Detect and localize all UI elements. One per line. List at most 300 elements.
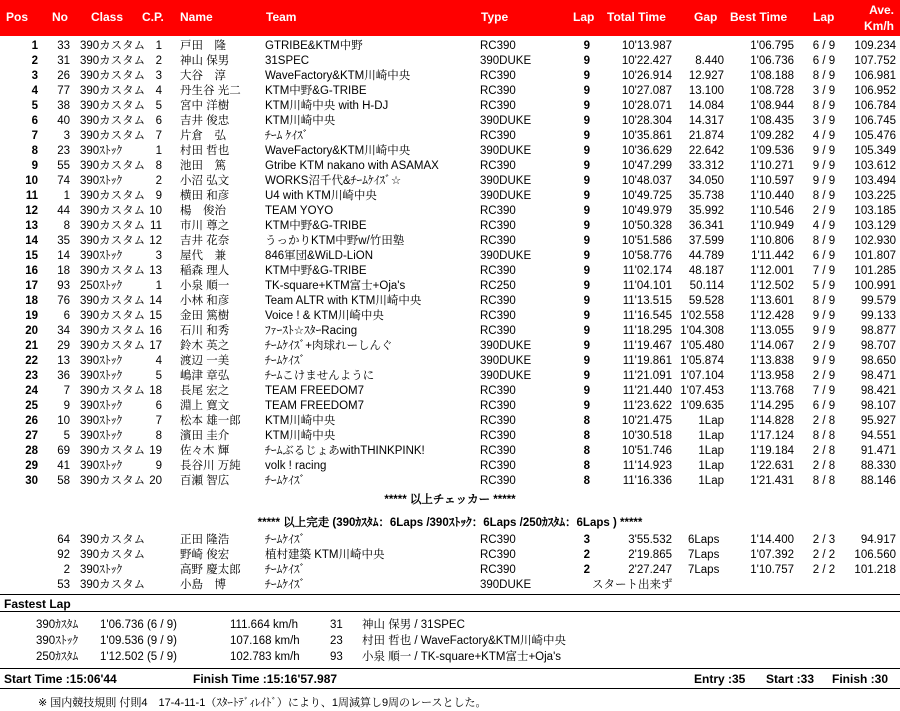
cell-lap: 9 (583, 190, 590, 202)
cell-gap: 21.874 (688, 130, 724, 142)
cell-pos: 13 (25, 220, 38, 232)
cell-total-time: 10'58.776 (621, 250, 672, 262)
cell-ave: 105.349 (854, 145, 896, 157)
cell-lap: 9 (583, 160, 590, 172)
cell-cp: 13 (149, 265, 162, 277)
cell-type: RC390 (480, 205, 516, 217)
cell-class: 390カスタム (80, 340, 146, 352)
cell-best-lap: 5 / 9 (812, 280, 836, 292)
col-no: No (52, 10, 68, 24)
cell-type: RC250 (480, 280, 516, 292)
cell-gap: 48.187 (688, 265, 724, 277)
cell-best-time: 1'14.295 (750, 400, 794, 412)
cell-gap: 7Laps (688, 564, 720, 576)
cell-ave: 101.285 (854, 265, 896, 277)
cell-pos: 25 (25, 400, 38, 412)
cell-team: ﾁｰﾑｹｲｽﾞ (265, 579, 306, 591)
cell-cp: 5 (155, 100, 162, 112)
cell-ave: 101.807 (854, 250, 896, 262)
cell-no: 1 (63, 190, 70, 202)
cell-team: TK-square+KTM富士+Oja's (265, 280, 406, 292)
cell-total-time: 10'51.586 (621, 235, 672, 247)
cell-best-time: 1'09.282 (750, 130, 794, 142)
cell-total-time: 10'49.979 (621, 205, 672, 217)
cell-type: RC390 (480, 220, 516, 232)
cell-lap: 9 (583, 280, 590, 292)
cell-ave: 98.421 (860, 385, 896, 397)
cell-best-lap: 2 / 2 (812, 549, 836, 561)
table-row (0, 99, 900, 114)
cell-total-time: 11'21.440 (622, 385, 672, 397)
table-row (0, 249, 900, 264)
cell-name: 石川 和秀 (180, 325, 230, 337)
cell-gap: 37.599 (688, 235, 724, 247)
cell-type: RC390 (480, 534, 516, 546)
cell-name: 片倉 弘 (180, 130, 226, 142)
cell-best-lap: 7 / 9 (812, 265, 836, 277)
col-team: Team (266, 10, 297, 24)
results-header (0, 0, 900, 36)
cell-total-time: 10'49.725 (621, 190, 672, 202)
cell-lap: 9 (583, 175, 590, 187)
cell-cp: 3 (155, 250, 162, 262)
cell-ave: 94.551 (860, 430, 896, 442)
cell-no: 6 (63, 310, 70, 322)
cell-team: ﾁｰﾑｹｲｽﾞ (265, 534, 306, 546)
cell-gap: 1'04.308 (680, 325, 724, 337)
cell-type: RC390 (480, 400, 516, 412)
cell-ave: 103.129 (854, 220, 896, 232)
cell-total-time: 11'19.467 (622, 340, 672, 352)
fastest-lap-title: Fastest Lap (4, 597, 71, 611)
cell-ave: 106.952 (854, 85, 896, 97)
cell-no: 53 (57, 579, 70, 591)
cell-class: 390カスタム (80, 534, 146, 546)
cell-pos: 21 (25, 340, 38, 352)
table-row (0, 414, 900, 429)
cell-lap: 9 (583, 220, 590, 232)
cell-pos: 28 (25, 445, 38, 457)
cell-name: 市川 尊之 (180, 220, 230, 232)
cell-gap: 1'07.104 (680, 370, 724, 382)
cell-total-time: 10'35.861 (621, 130, 672, 142)
divider (0, 688, 900, 689)
cell-type: RC390 (480, 160, 516, 172)
fastest-no: 31 (330, 619, 343, 631)
cell-pos: 10 (25, 175, 38, 187)
cell-cp: 19 (149, 445, 162, 457)
cell-class: 390カスタム (80, 130, 146, 142)
cell-no: 38 (57, 100, 70, 112)
table-row (0, 384, 900, 399)
cell-team: KTM川崎中央 with H-DJ (265, 100, 389, 112)
cell-pos: 26 (25, 415, 38, 427)
cell-pos: 2 (31, 55, 38, 67)
cell-gap: 14.317 (688, 115, 724, 127)
cell-no: 29 (57, 340, 70, 352)
table-row (0, 159, 900, 174)
table-row (0, 39, 900, 54)
cell-class: 390ｽﾄｯｸ (80, 430, 123, 442)
results-table (0, 39, 900, 489)
cell-best-lap: 6 / 9 (812, 40, 836, 52)
cell-ave: 109.234 (854, 40, 896, 52)
cell-name: 佐々木 輝 (180, 445, 230, 457)
cell-total-time: 10'48.037 (621, 175, 672, 187)
cell-ave: 98.707 (860, 340, 896, 352)
cell-ave: 88.330 (860, 460, 896, 472)
cell-total-time: 11'16.545 (622, 310, 672, 322)
cell-name: 吉井 俊忠 (180, 115, 230, 127)
cell-best-lap: 8 / 8 (812, 430, 836, 442)
cell-no: 5 (63, 430, 70, 442)
cell-gap: 1'02.558 (680, 310, 724, 322)
cell-gap: 50.114 (689, 280, 724, 292)
cell-type: RC390 (480, 460, 516, 472)
cell-lap: 8 (583, 430, 590, 442)
cell-total-time: 10'47.299 (621, 160, 672, 172)
cell-type: 390DUKE (480, 115, 532, 127)
cell-best-time: 1'13.768 (750, 385, 794, 397)
cell-no: 36 (57, 370, 70, 382)
col-class: Class (91, 10, 124, 24)
cell-no: 93 (57, 280, 70, 292)
cell-class: 390カスタム (80, 445, 146, 457)
cell-team: WaveFactory&KTM川崎中央 (265, 145, 411, 157)
fastest-class: 390ｶｽﾀﾑ (36, 619, 79, 631)
cell-ave: 98.107 (860, 400, 896, 412)
cell-no: 23 (57, 145, 70, 157)
cell-lap: 9 (583, 85, 590, 97)
cell-lap: 3 (583, 534, 590, 546)
cell-total-time: 10'13.987 (621, 40, 672, 52)
cell-best-lap: 2 / 3 (812, 534, 836, 546)
fastest-class: 250ｶｽﾀﾑ (36, 651, 79, 663)
cell-no: 7 (63, 385, 70, 397)
cell-name: 松本 雄一郎 (180, 415, 241, 427)
cell-type: RC390 (480, 265, 516, 277)
cell-best-time: 1'13.838 (750, 355, 794, 367)
cell-name: 長谷川 万純 (180, 460, 241, 472)
cell-gap: 6Laps (688, 534, 720, 546)
cell-lap: 9 (583, 325, 590, 337)
cell-total-time: 11'13.515 (622, 295, 672, 307)
cell-lap: 9 (583, 235, 590, 247)
cell-no: 55 (57, 160, 70, 172)
cell-no: 41 (57, 460, 70, 472)
cell-best-lap: 8 / 9 (812, 100, 836, 112)
cell-best-time: 1'10.757 (750, 564, 794, 576)
cell-type: 390DUKE (480, 145, 532, 157)
cell-name: 淵上 寛文 (180, 400, 230, 412)
cell-best-lap: 9 / 9 (812, 175, 836, 187)
cell-type: RC390 (480, 310, 516, 322)
cell-gap: 13.100 (688, 85, 724, 97)
cell-pos: 19 (25, 310, 38, 322)
cell-pos: 22 (25, 355, 38, 367)
cell-lap: 9 (583, 355, 590, 367)
cell-best-time: 1'13.601 (750, 295, 794, 307)
cell-best-time: 1'09.536 (750, 145, 794, 157)
cell-no: 76 (57, 295, 70, 307)
cell-best-lap: 2 / 9 (812, 205, 836, 217)
cell-class: 390カスタム (80, 220, 146, 232)
cell-best-lap: 8 / 9 (812, 235, 836, 247)
cell-class: 390カスタム (80, 85, 146, 97)
cell-type: RC390 (480, 430, 516, 442)
col-lap: Lap (573, 10, 595, 24)
table-row (0, 444, 900, 459)
cell-best-lap: 2 / 8 (812, 445, 836, 457)
cell-gap: 35.992 (688, 205, 724, 217)
cell-team: ﾁｰﾑｹｲｽﾞ+肉球れーしんぐ (265, 340, 393, 352)
col-best-lap: Lap (813, 10, 835, 24)
cell-ave: 91.471 (860, 445, 896, 457)
cell-ave: 102.930 (854, 235, 896, 247)
table-row (0, 399, 900, 414)
fastest-lap-row (0, 650, 900, 665)
fastest-no: 93 (330, 651, 343, 663)
footnote: ※ 国内競技規則 付則4 17-4-11-1（ｽﾀｰﾄﾃﾞｨﾚｲﾄﾞ）により、1周減算し9周のレースとした。 (38, 697, 487, 709)
cell-class: 390カスタム (80, 205, 146, 217)
cell-total-time: 10'28.071 (621, 100, 672, 112)
table-row (0, 324, 900, 339)
cell-gap: 1Lap (698, 475, 724, 487)
cell-pos: 6 (31, 115, 38, 127)
footer (0, 672, 900, 687)
cell-cp: 6 (155, 400, 162, 412)
cell-pos: 11 (25, 190, 38, 202)
cell-type: RC390 (480, 295, 516, 307)
cell-name: 小泉 順一 (180, 280, 230, 292)
cell-cp: 3 (155, 70, 162, 82)
cell-best-time: 1'08.728 (750, 85, 794, 97)
cell-best-time: 1'14.067 (750, 340, 794, 352)
cell-gap: 22.642 (688, 145, 724, 157)
cell-name: 村田 哲也 (180, 145, 230, 157)
cell-class: 390カスタム (80, 385, 146, 397)
cell-cp: 11 (150, 220, 162, 232)
cell-lap: 9 (583, 265, 590, 277)
cell-team: ﾁｰﾑｹｲｽﾞ (265, 355, 306, 367)
table-row (0, 294, 900, 309)
table-row (0, 234, 900, 249)
cell-class: 390カスタム (80, 100, 146, 112)
cell-type: RC390 (480, 100, 516, 112)
cell-no: 31 (57, 55, 70, 67)
cell-no: 10 (57, 415, 70, 427)
col-ave: Ave. (869, 3, 894, 17)
table-row (0, 339, 900, 354)
cell-total-time: 10'30.518 (621, 430, 672, 442)
cell-type: RC390 (480, 70, 516, 82)
cell-name: 渡辺 一美 (180, 355, 230, 367)
cell-pos: 14 (25, 235, 38, 247)
cell-gap: 34.050 (688, 175, 724, 187)
cell-name: 小林 和彦 (180, 295, 230, 307)
col-total-time: Total Time (607, 10, 666, 24)
cell-ave: 101.218 (854, 564, 896, 576)
cell-type: RC390 (480, 85, 516, 97)
cell-ave: 98.650 (860, 355, 896, 367)
cell-team: ﾁｰﾑこけませんように (265, 370, 375, 382)
table-row (0, 204, 900, 219)
cell-class: 390カスタム (80, 549, 146, 561)
cell-best-time: 1'21.431 (750, 475, 794, 487)
cell-total-time: 10'36.629 (621, 145, 672, 157)
cell-best-time: 1'10.949 (750, 220, 794, 232)
cell-total-time: 11'23.622 (622, 400, 672, 412)
cell-class: 390カスタム (80, 190, 146, 202)
cell-no: 58 (57, 475, 70, 487)
cell-gap: 1Lap (698, 430, 724, 442)
cell-pos: 12 (25, 205, 38, 217)
col-type: Type (481, 10, 509, 24)
cell-total-time: 11'19.861 (622, 355, 672, 367)
col-ave-unit: Km/h (864, 19, 894, 33)
cell-pos: 27 (25, 430, 38, 442)
cell-team: KTM中野&G-TRIBE (265, 85, 367, 97)
cell-name: 濱田 圭介 (180, 430, 230, 442)
cell-type: RC390 (480, 445, 516, 457)
cell-name: 金田 篤樹 (180, 310, 230, 322)
cell-class: 390カスタム (80, 40, 146, 52)
cell-team: ﾌｧｰｽﾄ☆ｽﾀｰRacing (265, 325, 358, 337)
cell-team: GTRIBE&KTM中野 (265, 40, 363, 52)
cell-best-time: 1'08.188 (750, 70, 794, 82)
cell-total-time: 10'28.304 (621, 115, 672, 127)
cell-class: 390ｽﾄｯｸ (80, 400, 123, 412)
cell-pos: 24 (25, 385, 38, 397)
cell-gap: 1'07.453 (680, 385, 724, 397)
cell-team: KTM川崎中央 (265, 430, 336, 442)
cell-no: 9 (63, 400, 70, 412)
cell-total-time: 2'27.247 (628, 564, 672, 576)
cell-total-time: 10'21.475 (621, 415, 672, 427)
fastest-time: 1'09.536 (9 / 9) (100, 635, 177, 647)
table-row (0, 369, 900, 384)
cell-lap: 9 (583, 340, 590, 352)
cell-lap: 2 (583, 564, 590, 576)
cell-no: 8 (63, 220, 70, 232)
table-row (0, 144, 900, 159)
col-name: Name (180, 10, 213, 24)
cell-total-time: 11'04.101 (622, 280, 672, 292)
cell-team: ﾁｰﾑｹｲｽﾞ (265, 564, 306, 576)
cell-cp: 16 (149, 325, 162, 337)
cell-gap: 1Lap (698, 460, 724, 472)
cell-total-time: 2'19.865 (628, 549, 672, 561)
cell-no: 35 (57, 235, 70, 247)
cell-team: TEAM FREEDOM7 (265, 400, 365, 412)
cell-best-lap: 9 / 9 (812, 310, 836, 322)
table-row (0, 174, 900, 189)
cell-team: Team ALTR with KTM川崎中央 (265, 295, 422, 307)
cell-best-lap: 8 / 8 (812, 475, 836, 487)
cell-ave: 100.991 (854, 280, 896, 292)
cell-class: 390カスタム (80, 295, 146, 307)
cell-team: ﾁｰﾑ ｹｲｽﾞ (265, 130, 309, 142)
cell-cp: 8 (155, 430, 162, 442)
fastest-no: 23 (330, 635, 343, 647)
cell-cp: 15 (149, 310, 162, 322)
table-row (0, 548, 900, 563)
cell-best-lap: 9 / 9 (812, 325, 836, 337)
cell-ave: 95.927 (860, 415, 896, 427)
cell-type: 390DUKE (480, 250, 532, 262)
cell-no: 13 (57, 355, 70, 367)
cell-gap: 1'05.874 (680, 355, 724, 367)
cell-best-lap: 2 / 8 (812, 460, 836, 472)
cell-best-time: 1'22.631 (750, 460, 794, 472)
cell-best-time: 1'14.828 (750, 415, 794, 427)
cell-cp: 1 (155, 40, 162, 52)
cell-total-time: 11'02.174 (622, 265, 672, 277)
cell-best-time: 1'10.597 (750, 175, 794, 187)
cell-team: TEAM YOYO (265, 205, 334, 217)
table-row (0, 563, 900, 578)
fastest-speed: 107.168 km/h (230, 635, 300, 647)
cell-best-lap: 4 / 9 (812, 130, 836, 142)
cell-best-time: 1'07.392 (750, 549, 794, 561)
cell-pos: 29 (25, 460, 38, 472)
cell-pos: 1 (31, 40, 38, 52)
cell-best-lap: 2 / 9 (812, 340, 836, 352)
cell-best-time: 1'12.001 (750, 265, 794, 277)
cell-best-lap: 8 / 9 (812, 295, 836, 307)
cell-name: 正田 隆浩 (180, 534, 230, 546)
cell-class: 390カスタム (80, 235, 146, 247)
cell-no: 74 (57, 175, 70, 187)
cell-cp: 2 (155, 55, 162, 67)
cell-ave: 105.476 (854, 130, 896, 142)
table-row (0, 84, 900, 99)
cell-name: 戸田 隆 (180, 40, 226, 52)
cell-type: 390DUKE (480, 370, 532, 382)
cell-gap: 1'05.480 (680, 340, 724, 352)
non-finisher-table (0, 533, 900, 593)
cell-lap: 9 (583, 205, 590, 217)
cell-gap: 44.789 (688, 250, 724, 262)
cell-total-time: 11'14.923 (622, 460, 672, 472)
cell-name: 吉井 花奈 (180, 235, 230, 247)
cell-cp: 20 (149, 475, 162, 487)
table-row (0, 69, 900, 84)
cell-total-time: 10'51.746 (621, 445, 672, 457)
cell-cp: 1 (155, 145, 162, 157)
cell-team: KTM川崎中央 (265, 115, 336, 127)
table-row (0, 429, 900, 444)
finish-count: Finish :30 (832, 672, 889, 686)
cell-ave: 98.877 (860, 325, 896, 337)
cell-name: 小沼 弘文 (180, 175, 230, 187)
cell-cp: 2 (155, 175, 162, 187)
cell-team: KTM中野&G-TRIBE (265, 265, 367, 277)
cell-class: 390カスタム (80, 310, 146, 322)
cell-team: KTM川崎中央 (265, 415, 336, 427)
fastest-speed: 111.664 km/h (230, 619, 298, 631)
cell-team: KTM中野&G-TRIBE (265, 220, 367, 232)
table-row (0, 459, 900, 474)
cell-pos: 3 (31, 70, 38, 82)
cell-team: Gtribe KTM nakano with ASAMAX (265, 160, 439, 172)
cell-ave: 103.612 (854, 160, 896, 172)
cell-pos: 18 (25, 295, 38, 307)
cell-team: WaveFactory&KTM川崎中央 (265, 70, 411, 82)
table-row (0, 474, 900, 489)
cell-ave: 106.981 (854, 70, 896, 82)
cell-lap: 8 (583, 415, 590, 427)
